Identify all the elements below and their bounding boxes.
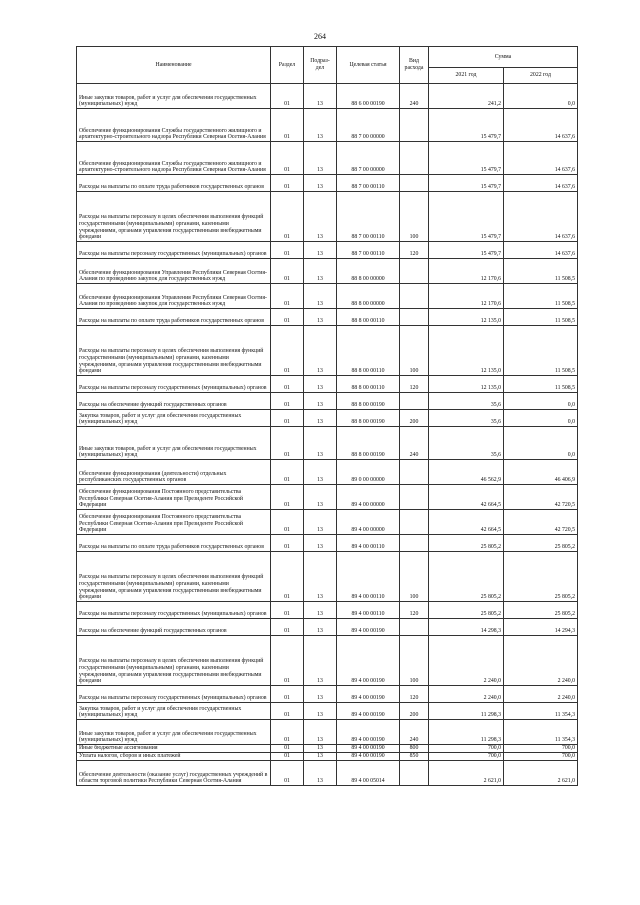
table-row: [77, 242, 578, 259]
row-sum-2022: 46 406,9: [504, 460, 578, 485]
row-sum-2022: 14 637,6: [504, 192, 578, 242]
table-row: [77, 192, 578, 242]
row-sum-2022: 14 637,6: [504, 175, 578, 192]
table-row: [77, 552, 578, 602]
row-sum-2022: 0,0: [504, 410, 578, 427]
row-sum-2021: 241,2: [429, 84, 504, 109]
row-sum-2021: 11 298,3: [429, 703, 504, 720]
row-section: 01: [271, 427, 304, 460]
row-expense-type: 120: [400, 686, 429, 703]
row-sum-2022: 11 508,5: [504, 309, 578, 326]
row-expense-type: [400, 393, 429, 410]
row-sum-2021: 46 562,9: [429, 460, 504, 485]
row-section: 01: [271, 552, 304, 602]
row-subsection: 13: [304, 602, 337, 619]
row-subsection: 13: [304, 753, 337, 761]
row-subsection: 13: [304, 84, 337, 109]
row-sum-2021: 700,0: [429, 753, 504, 761]
row-subsection: 13: [304, 175, 337, 192]
row-expense-type: [400, 309, 429, 326]
row-section: 01: [271, 309, 304, 326]
row-subsection: 13: [304, 619, 337, 636]
row-name: Обеспечение функционирования Управления Республики Северная Осетия-Алания по проведению закупок для государственных нужд: [77, 284, 271, 309]
row-sum-2022: 42 720,5: [504, 510, 578, 535]
row-subsection: 13: [304, 535, 337, 552]
row-name: Обеспечение функционирования Службы государственного жилищного и архитектурно-строительного надзора Республики Северная Осетия-Алания: [77, 109, 271, 142]
row-expense-type: [400, 761, 429, 786]
row-target-article: 89 4 00 05014: [337, 761, 400, 786]
row-target-article: 89 4 00 00190: [337, 636, 400, 686]
row-sum-2022: 11 508,5: [504, 259, 578, 284]
row-section: 01: [271, 686, 304, 703]
row-expense-type: 100: [400, 192, 429, 242]
row-sum-2022: 11 354,3: [504, 703, 578, 720]
row-subsection: 13: [304, 309, 337, 326]
table-row: [77, 427, 578, 460]
row-expense-type: [400, 259, 429, 284]
row-expense-type: 240: [400, 84, 429, 109]
row-target-article: 89 4 00 00190: [337, 619, 400, 636]
row-sum-2021: 11 298,3: [429, 720, 504, 745]
row-section: 01: [271, 192, 304, 242]
table-row: [77, 636, 578, 686]
table-row: [77, 602, 578, 619]
row-subsection: 13: [304, 686, 337, 703]
row-subsection: 13: [304, 192, 337, 242]
row-name: Расходы на выплаты по оплате труда работников государственных органов: [77, 309, 271, 326]
page-number: 264: [314, 32, 326, 41]
row-sum-2022: 700,0: [504, 745, 578, 753]
row-target-article: 89 4 00 00110: [337, 535, 400, 552]
row-subsection: 13: [304, 552, 337, 602]
row-sum-2022: 0,0: [504, 393, 578, 410]
row-section: 01: [271, 284, 304, 309]
row-sum-2022: 0,0: [504, 427, 578, 460]
row-sum-2021: 15 479,7: [429, 142, 504, 175]
row-subsection: 13: [304, 410, 337, 427]
row-name: Закупка товаров, работ и услуг для обеспечения государственных (муниципальных) нужд: [77, 703, 271, 720]
row-section: 01: [271, 619, 304, 636]
row-target-article: 88 8 00 00000: [337, 284, 400, 309]
row-target-article: 89 4 00 00190: [337, 686, 400, 703]
row-section: 01: [271, 753, 304, 761]
row-target-article: 88 7 00 00110: [337, 242, 400, 259]
row-section: 01: [271, 761, 304, 786]
row-expense-type: 200: [400, 703, 429, 720]
row-target-article: 88 6 00 00190: [337, 84, 400, 109]
row-expense-type: 120: [400, 602, 429, 619]
row-target-article: 88 7 00 00000: [337, 142, 400, 175]
table-row: [77, 84, 578, 109]
row-name: Иные закупки товаров, работ и услуг для обеспечения государственных (муниципальных) нужд: [77, 427, 271, 460]
row-sum-2021: 700,0: [429, 745, 504, 753]
row-name: Расходы на выплаты персоналу в целях обеспечения выполнения функций государственными (муниципальными) органами, казенными учреждениями, органами управления государственными внебюджетными фондами: [77, 552, 271, 602]
row-expense-type: 120: [400, 376, 429, 393]
row-sum-2021: 15 479,7: [429, 192, 504, 242]
header-year-2021: 2021 год: [429, 68, 504, 84]
row-expense-type: 100: [400, 636, 429, 686]
row-sum-2022: 42 720,5: [504, 485, 578, 510]
row-expense-type: [400, 510, 429, 535]
table-row: [77, 535, 578, 552]
row-section: 01: [271, 376, 304, 393]
row-sum-2021: 2 621,0: [429, 761, 504, 786]
row-expense-type: 800: [400, 745, 429, 753]
row-name: Расходы на обеспечение функций государственных органов: [77, 619, 271, 636]
row-target-article: 88 8 00 00110: [337, 309, 400, 326]
table-row: [77, 686, 578, 703]
row-sum-2021: 12 135,0: [429, 326, 504, 376]
row-subsection: 13: [304, 703, 337, 720]
row-sum-2022: 11 354,3: [504, 720, 578, 745]
row-section: 01: [271, 636, 304, 686]
row-subsection: 13: [304, 427, 337, 460]
row-expense-type: [400, 175, 429, 192]
row-section: 01: [271, 703, 304, 720]
row-subsection: 13: [304, 745, 337, 753]
row-sum-2021: 12 135,0: [429, 309, 504, 326]
row-sum-2022: 0,0: [504, 84, 578, 109]
row-name: Обеспечение функционирования Постоянного представительства Республики Северная Осетия-Алания при Президенте Российской Федерации: [77, 510, 271, 535]
row-sum-2022: 11 508,5: [504, 326, 578, 376]
row-expense-type: [400, 109, 429, 142]
row-expense-type: [400, 535, 429, 552]
row-subsection: 13: [304, 109, 337, 142]
header-sum: Сумма: [429, 47, 578, 68]
table-row: [77, 410, 578, 427]
row-subsection: 13: [304, 259, 337, 284]
row-sum-2022: 11 508,5: [504, 284, 578, 309]
row-section: 01: [271, 720, 304, 745]
row-name: Обеспечение функционирования Постоянного представительства Республики Северная Осетия-Алания при Президенте Российской Федерации: [77, 485, 271, 510]
table-row: [77, 753, 578, 761]
row-expense-type: 120: [400, 242, 429, 259]
row-name: Расходы на выплаты по оплате труда работников государственных органов: [77, 175, 271, 192]
row-sum-2022: 2 240,0: [504, 636, 578, 686]
row-sum-2021: 25 805,2: [429, 535, 504, 552]
row-name: Расходы на выплаты персоналу в целях обеспечения выполнения функций государственными (муниципальными) органами, казенными учреждениями, органами управления государственными внебюджетными фондами: [77, 192, 271, 242]
row-sum-2021: 35,6: [429, 427, 504, 460]
row-sum-2022: 700,0: [504, 753, 578, 761]
row-sum-2021: 12 135,0: [429, 376, 504, 393]
header-expense-type: Вид расхода: [400, 47, 429, 84]
table-row: [77, 259, 578, 284]
row-sum-2022: 2 621,0: [504, 761, 578, 786]
row-target-article: 89 4 00 00000: [337, 485, 400, 510]
row-subsection: 13: [304, 326, 337, 376]
table-row: [77, 109, 578, 142]
header-target-article: Целевая статья: [337, 47, 400, 84]
row-expense-type: [400, 619, 429, 636]
header-name: Наименование: [77, 47, 271, 84]
row-section: 01: [271, 393, 304, 410]
row-name: Обеспечение функционирования Управления Республики Северная Осетия-Алания по проведению закупок для государственных нужд: [77, 259, 271, 284]
table-row: [77, 326, 578, 376]
header-subsection: Подраз- дел: [304, 47, 337, 84]
row-sum-2022: 14 637,6: [504, 142, 578, 175]
row-subsection: 13: [304, 284, 337, 309]
row-target-article: 88 7 00 00110: [337, 175, 400, 192]
row-sum-2021: 15 479,7: [429, 242, 504, 259]
row-subsection: 13: [304, 720, 337, 745]
table-row: [77, 703, 578, 720]
row-expense-type: 240: [400, 720, 429, 745]
row-subsection: 13: [304, 636, 337, 686]
row-name: Расходы на выплаты по оплате труда работников государственных органов: [77, 535, 271, 552]
table-row: [77, 510, 578, 535]
row-section: 01: [271, 602, 304, 619]
row-expense-type: [400, 284, 429, 309]
table-row: [77, 720, 578, 745]
row-expense-type: [400, 142, 429, 175]
row-name: Расходы на выплаты персоналу в целях обеспечения выполнения функций государственными (муниципальными) органами, казенными учреждениями, органами управления государственными внебюджетными фондами: [77, 326, 271, 376]
row-target-article: 88 8 00 00190: [337, 427, 400, 460]
row-expense-type: [400, 460, 429, 485]
row-sum-2021: 35,6: [429, 410, 504, 427]
row-target-article: 89 0 00 00000: [337, 460, 400, 485]
table-row: [77, 761, 578, 786]
table-row: [77, 393, 578, 410]
row-target-article: 89 4 00 00000: [337, 510, 400, 535]
row-sum-2021: 14 298,3: [429, 619, 504, 636]
row-section: 01: [271, 109, 304, 142]
row-name: Расходы на выплаты персоналу государственных (муниципальных) органов: [77, 376, 271, 393]
row-subsection: 13: [304, 460, 337, 485]
row-sum-2022: 25 805,2: [504, 552, 578, 602]
table-row: [77, 142, 578, 175]
row-sum-2021: 15 479,7: [429, 175, 504, 192]
row-target-article: 88 8 00 00190: [337, 410, 400, 427]
row-section: 01: [271, 410, 304, 427]
row-section: 01: [271, 460, 304, 485]
row-sum-2021: 12 170,6: [429, 259, 504, 284]
budget-table: [76, 46, 578, 786]
row-sum-2021: 35,6: [429, 393, 504, 410]
row-subsection: 13: [304, 485, 337, 510]
row-subsection: 13: [304, 142, 337, 175]
row-sum-2021: 2 240,0: [429, 636, 504, 686]
row-name: Расходы на выплаты персоналу государственных (муниципальных) органов: [77, 686, 271, 703]
row-name: Расходы на выплаты персоналу государственных (муниципальных) органов: [77, 602, 271, 619]
table-row: [77, 175, 578, 192]
table-row: [77, 745, 578, 753]
row-name: Иные закупки товаров, работ и услуг для обеспечения государственных (муниципальных) нужд: [77, 84, 271, 109]
row-target-article: 88 7 00 00000: [337, 109, 400, 142]
row-name: Обеспечение функционирования (деятельности) отдельных республиканских государственных органов: [77, 460, 271, 485]
row-target-article: 88 8 00 00110: [337, 376, 400, 393]
row-name: Уплата налогов, сборов и иных платежей: [77, 753, 271, 761]
row-section: 01: [271, 510, 304, 535]
row-target-article: 88 8 00 00110: [337, 326, 400, 376]
row-expense-type: 850: [400, 753, 429, 761]
row-sum-2021: 42 664,5: [429, 510, 504, 535]
row-expense-type: 100: [400, 552, 429, 602]
row-name: Расходы на выплаты персоналу в целях обеспечения выполнения функций государственными (муниципальными) органами, казенными учреждениями, органами управления государственными внебюджетными фондами: [77, 636, 271, 686]
row-target-article: 89 4 00 00110: [337, 552, 400, 602]
row-section: 01: [271, 175, 304, 192]
row-sum-2021: 25 805,2: [429, 552, 504, 602]
row-section: 01: [271, 485, 304, 510]
row-subsection: 13: [304, 242, 337, 259]
row-sum-2021: 42 664,5: [429, 485, 504, 510]
row-sum-2022: 2 240,0: [504, 686, 578, 703]
row-expense-type: [400, 485, 429, 510]
row-target-article: 89 4 00 00190: [337, 745, 400, 753]
row-sum-2021: 2 240,0: [429, 686, 504, 703]
row-name: Обеспечение деятельности (оказание услуг) государственных учреждений в области торговой политики Республики Северная Осетия-Алания: [77, 761, 271, 786]
row-name: Расходы на выплаты персоналу государственных (муниципальных) органов: [77, 242, 271, 259]
row-sum-2022: 11 508,5: [504, 376, 578, 393]
row-section: 01: [271, 84, 304, 109]
row-section: 01: [271, 142, 304, 175]
row-target-article: 88 8 00 00190: [337, 393, 400, 410]
row-section: 01: [271, 242, 304, 259]
row-expense-type: 240: [400, 427, 429, 460]
row-sum-2022: 14 637,6: [504, 242, 578, 259]
row-target-article: 89 4 00 00190: [337, 703, 400, 720]
row-section: 01: [271, 535, 304, 552]
row-section: 01: [271, 745, 304, 753]
row-name: Иные закупки товаров, работ и услуг для обеспечения государственных (муниципальных) нужд: [77, 720, 271, 745]
table-row: [77, 485, 578, 510]
table-row: [77, 460, 578, 485]
row-sum-2022: 14 637,6: [504, 109, 578, 142]
row-sum-2021: 15 479,7: [429, 109, 504, 142]
table-row: [77, 619, 578, 636]
header-section: Раздел: [271, 47, 304, 84]
row-subsection: 13: [304, 510, 337, 535]
table-row: [77, 376, 578, 393]
row-sum-2022: 25 805,2: [504, 535, 578, 552]
row-name: Закупка товаров, работ и услуг для обеспечения государственных (муниципальных) нужд: [77, 410, 271, 427]
row-name: Обеспечение функционирования Службы государственного жилищного и архитектурно-строительного надзора Республики Северная Осетия-Алания: [77, 142, 271, 175]
row-sum-2022: 25 805,2: [504, 602, 578, 619]
row-subsection: 13: [304, 376, 337, 393]
table-row: [77, 284, 578, 309]
table-row: [77, 309, 578, 326]
row-target-article: 88 8 00 00000: [337, 259, 400, 284]
row-section: 01: [271, 326, 304, 376]
row-name: Расходы на обеспечение функций государственных органов: [77, 393, 271, 410]
row-section: 01: [271, 259, 304, 284]
row-target-article: 89 4 00 00190: [337, 720, 400, 745]
row-sum-2021: 25 805,2: [429, 602, 504, 619]
row-subsection: 13: [304, 393, 337, 410]
row-target-article: 89 4 00 00190: [337, 753, 400, 761]
row-sum-2022: 14 294,3: [504, 619, 578, 636]
row-subsection: 13: [304, 761, 337, 786]
row-target-article: 89 4 00 00110: [337, 602, 400, 619]
row-expense-type: 200: [400, 410, 429, 427]
header-year-2022: 2022 год: [504, 68, 578, 84]
row-name: Иные бюджетные ассигнования: [77, 745, 271, 753]
row-expense-type: 100: [400, 326, 429, 376]
row-sum-2021: 12 170,6: [429, 284, 504, 309]
row-target-article: 88 7 00 00110: [337, 192, 400, 242]
